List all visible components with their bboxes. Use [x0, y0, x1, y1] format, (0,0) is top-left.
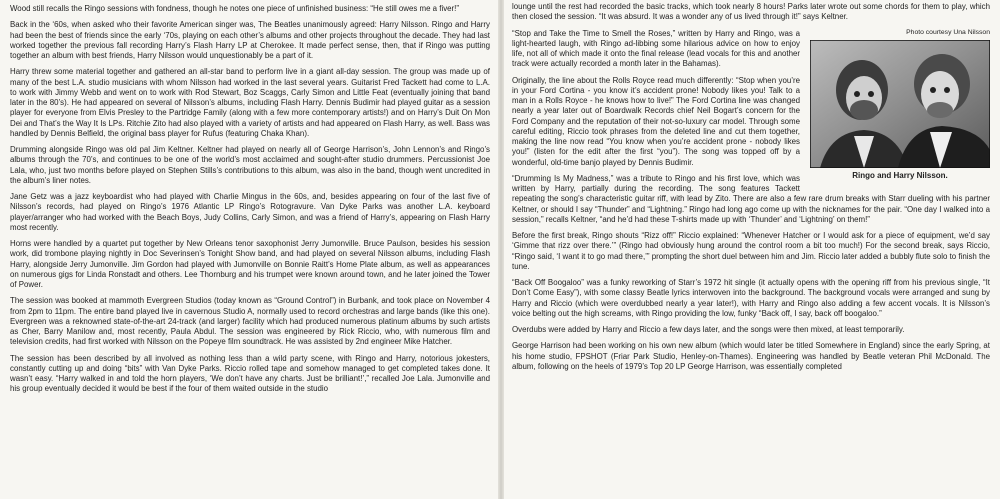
- paragraph: The session has been described by all involved as nothing less than a wild party scene, with Ringo and Harry, notorious jokesters, constantly cutting up and doing “bits” with Van Dyke Parks. Riccio rolled tape and somehow managed to get completed takes done. It wasn’t easy. “Harry walked in and told the horn players, ‘We don’t have any charts. Just be brilliant!’,” recalled Joe Lala. Jumonville and his group eventually decided it would be best if the four of them waited outside in the studio: [10, 353, 490, 394]
- left-page: [0, 0, 498, 499]
- paragraph: Back in the ‘60s, when asked who their favorite American singer was, The Beatles unanimously agreed: Harry Nilsson. Ringo and Harry had been the best of friends since the early ‘70s, playing on each other’s albums and other projects throughout the decade. They had last worked together the previous fall recording Harry’s Flash Harry LP at Cherokee. It made perfect sense, then, that if Ringo was putting together an album with best friends, Harry Nilsson would unquestionably be a part of it.: [10, 20, 490, 60]
- photo-block: [810, 29, 990, 181]
- paragraph: “Stop and Take the Time to Smell the Roses,” written by Harry and Ringo, was a light-hearted laugh, with Ringo ad-libbing some hilarious advice on how to enjoy life, not all of which made it onto the final release (lead vocals for this and another track were actually recorded a month later in the Bahamas).: [512, 28, 800, 69]
- paragraph: Jane Getz was a jazz keyboardist who had played with Charlie Mingus in the 60s, and, besides appearing on four of the last five of Nilsson’s records, had played on Ringo’s 1976 Atlantic LP Ringo’s Rotogravure. Van Dyke Parks was another L.A. keyboard player/arranger who had worked with the Beach Boys, Judy Collins, Carly Simon, and was a friend of Harry’s, appearing on Flash Harry most recently.: [10, 192, 490, 232]
- photo-credit: Photo courtesy Una Nilsson: [906, 28, 990, 36]
- photo-ringo-harry: [810, 40, 990, 168]
- paragraph: “Back Off Boogaloo” was a funky reworking of Starr’s 1972 hit single (it actually opens with the opening riff from his previous single, “It Don’t Come Easy”), with some classy Beatle lyrics interwoven into the background. The background vocals were arranged and sung by Harry and Riccio (which were overdubbed nearly a year later!), with Harry and Ringo also adding a few accent vocals. It is Nilsson’s voice belting out the high screams, with Ringo providing the low, funky “Back off, I say, back off boogaloo.”: [512, 278, 990, 318]
- paragraph: Wood still recalls the Ringo sessions with fondness, though he notes one piece of unfinished business: “He still owes me a fiver!”: [10, 4, 459, 13]
- paragraph: Before the first break, Ringo shouts “Rizz off!” Riccio explained: “Whenever Hatcher or I would ask for a piece of equipment, we’d say ‘Gimme that rizz over there.’” (Ringo had obviously hung around the control room a bit too much!) For the second break, says Riccio, “Ringo said, ‘I want it to go mad there,’” prompting the short duel between him and Jim. Riccio later added a bubbly flute solo to finish the tune.: [512, 231, 990, 271]
- paragraph: George Harrison had been working on his own new album (which would later be titled Somewhere in England) since the early Spring, at his home studio, FPSHOT (Friar Park Studio, Henley-on-Thames). Engineering was handled by Beatle veteran Phil McDonald. The album, following on the heels of 1979’s Top 20 LP George Harrison, was essentially completed: [512, 341, 990, 371]
- paragraph: Drumming alongside Ringo was old pal Jim Keltner. Keltner had played on nearly all of George Harrison’s, John Lennon’s and Ringo’s albums through the 70’s, and continues to be one of the world’s most acclaimed and sought-after studio drummers. Percussionist Joe Lala, who, just two months before played on Stephen Stills’s contributions to this album, was also in the band, though went uncredited in the album’s liner notes.: [10, 145, 490, 185]
- paragraph: Overdubs were added by Harry and Riccio a few days later, and the songs were then mixed, at least temporarily.: [512, 325, 905, 334]
- paragraph: The session was booked at mammoth Evergreen Studios (today known as “Ground Control”) in Burbank, and took place on November 4 from 2pm to 11pm. The entire band played live in cavernous Studio A, normally used to record orchestras and large bands (like this one). Evergreen was a reknowned state-of-the-art 24-track (and larger) facility which had produced numerous platinum albums by such artists as Cher, Barry Manilow and, most recently, Paula Abdul. The session was engineered by Rick Riccio, who, with numerous film and television credits, had first worked with Nilsson on the Popeye film soundtrack. He was assisted by 2nd engineer Mike Hatcher.: [10, 296, 490, 347]
- right-page: [504, 0, 1000, 499]
- paragraph: “Drumming Is My Madness,” was a tribute to Ringo and his first love, which was written by Harry, partially during the recording. The song features Tackett repeating the song’s characteristic guitar riff, with lead by Zito. There are also a few rare drum breaks with Starr dueling with his partner Keltner, or should I say “Thunder” and “Lightning.” Ringo had long ago come up with the nicknames for the pair. “One day I walked into a session,” recalls Keltner, “and he’d had these T-shirts made up with ‘Thunder’ and ‘Lightning’ on them!”: [512, 173, 990, 224]
- paragraph: Originally, the line about the Rolls Royce read much differently: “Stop when you’re in your Ford Cortina - you know it’s accident prone! Nobody likes you! Talk to a man in a Rolls Royce - he knows how to live!” The Ford Cortina line was changed nearly a year later out of Boardwalk Records chief Neil Bogart’s concern for the Ford Company and the reputation of their not-so-luxury car model. Through some careful editing, Riccio took phrases from the deleted line and cut them together, making the line now read “You know when you’re accident prone - nobody likes you!” (listen for the edit after the first “you”). The song was topped off by a wonderful, old-time banjo played by Dennis Budimir.: [512, 75, 800, 167]
- photo-caption: Ringo and Harry Nilsson.: [852, 170, 948, 180]
- paragraph: Horns were handled by a quartet put together by New Orleans tenor saxophonist Jerry Jumonville. Bruce Paulson, besides his session work, did trombone playing nightly in Doc Severinsen’s Tonight Show band, and had played on several Nilsson albums, including Flash Harry, alongside Jerry Jumonville. Jim Gordon had played with Jumonville on Bonnie Raitt’s Home Plate album, as well as appearances on numerous gigs for Linda Ronstadt and others. Lee Thornburg and his trumpet were known around town, and he later joined the Tower of Power.: [10, 239, 490, 289]
- paragraph: lounge until the rest had recorded the basic tracks, which took nearly 8 hours! Parks later wrote out some chords for them to play, which then closed the session. “It was absurd. It was a wonder any of us lived through it!” says Keltner.: [512, 2, 990, 22]
- paragraph: Harry threw some material together and gathered an all-star band to perform live in a giant all-day session. The group was made up of many of the best L.A. studio musicians with whom Nilsson had worked in the last several years. Guitarist Fred Tackett had come to L.A. to work with Jimmy Webb and went on to work with Rod Stewart, Boz Scaggs, Carly Simon and Little Feat (eventually joining that band later in the 80’s). He had appeared on several of Nilsson’s albums, including Flash Harry. Dennis Budimir had played guitar as a session player for everyone from Elvis Presley to the Partridge Family (along with a few more contemporary artists!) and on Harry’s Duit On Mon Dei and That’s the Way It Is LPs. Ritchie Zito had also played with a variety of artists and had appeared on Flash Harry, as well. Bass was handled by Dennis Belfield, the original bass player for Rufus (featuring Chaka Khan).: [10, 67, 490, 138]
